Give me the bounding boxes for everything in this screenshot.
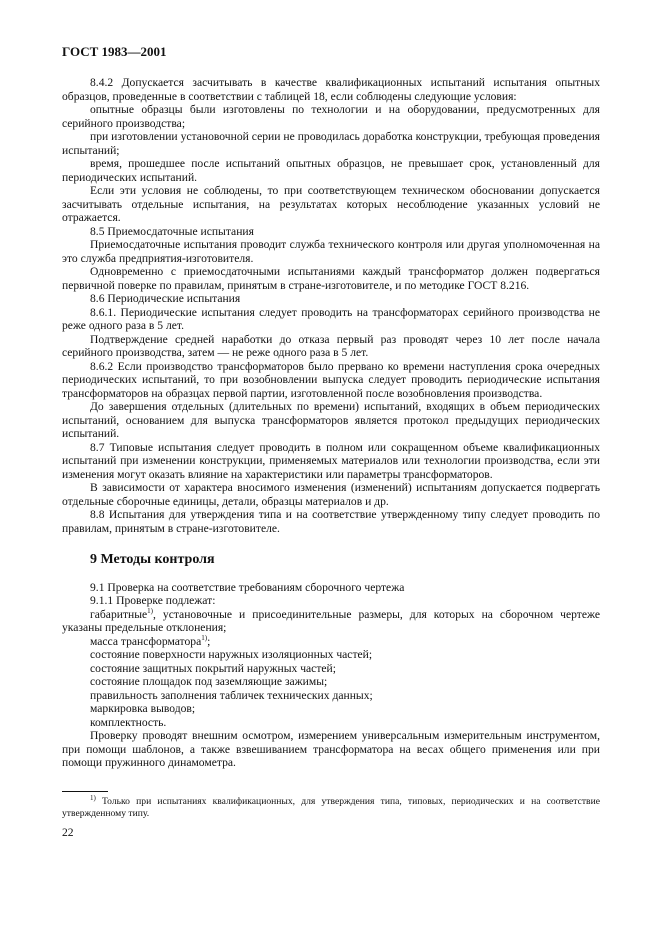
- paragraph: состояние площадок под заземляющие зажимы;: [90, 675, 328, 688]
- footnote-reference: 1): [201, 633, 208, 642]
- document-header: ГОСТ 1983—2001: [62, 44, 167, 59]
- paragraph: правильность заполнения табличек технических данных;: [90, 688, 373, 702]
- footnote-separator: [62, 791, 108, 792]
- paragraph: 8.6.2 Если производство трансформаторов было прервано ко времени наступления срока очередных периодических испытаний, то при возобновлении выпуска следует проводить периодические испытания трансформаторов на образцах первой партии, изготовленной после возобновления производства.: [62, 359, 600, 400]
- paragraph: 8.4.2 Допускается засчитывать в качестве квалификационных испытаний испытания опытных образцов, проведенные в соответствии с таблицей 18, если соблюдены следующие условия:: [62, 76, 600, 103]
- paragraph: маркировка выводов;: [90, 702, 196, 715]
- paragraph: время, прошедшее после испытаний опытных образцов, не превышает срок, установленный для периодических испытаний.: [62, 157, 600, 184]
- paragraph-text: габаритные: [90, 607, 148, 621]
- paragraph: До завершения отдельных (длительных по времени) испытаний, входящих в объем периодических испытаний, основанием для выпуска трансформаторов является протокол предыдущих периодических испытаний.: [62, 400, 600, 440]
- paragraph: [62, 608, 600, 635]
- paragraph: [62, 635, 600, 649]
- section-heading: 9 Методы контроля: [90, 552, 215, 567]
- section-8-paragraphs: [62, 76, 600, 535]
- paragraph: комплектность.: [90, 715, 167, 729]
- paragraph: 8.5 Приемосдаточные испытания: [90, 224, 254, 238]
- paragraph: Одновременно с приемосдаточными испытаниями каждый трансформатор должен подвергаться первичной поверке по правилам, принятым в стране-изготовителе, и по методике ГОСТ 8.216.: [62, 265, 600, 292]
- paragraph: В зависимости от характера вносимого изменения (изменений) испытаниям допускается подвергать отдельные сборочные единицы, детали, образцы материалов и др.: [62, 481, 600, 508]
- footnote-text: [62, 793, 600, 820]
- footnote: [62, 793, 600, 820]
- footnote-body: Только при испытаниях квалификационных, для утверждения типа, типовых, периодических и на соответствие утвержденному типу.: [62, 796, 600, 819]
- paragraph-text: масса трансформатора: [90, 634, 202, 648]
- paragraph: при изготовлении установочной серии не проводилась доработка конструкции, требующая проведения испытаний;: [62, 130, 600, 157]
- paragraph: 8.7 Типовые испытания следует проводить в полном или сокращенном объеме квалификационных испытаний при изменении конструкции, применяемых материалов или технологии производства, если эти изменения могут оказать влияние на характеристики или параметры трансформаторов.: [62, 440, 600, 481]
- footnote-reference: 1): [147, 606, 153, 615]
- page-body: [62, 76, 600, 770]
- paragraph-text: , установочные и присоединительные размеры, для которых на сборочном чертеже указаны предельные отклонения;: [62, 607, 600, 634]
- section-9-paragraphs: [62, 581, 600, 770]
- paragraph: 8.6.1. Периодические испытания следует проводить на трансформаторах серийного производства не реже одного раза в 5 лет.: [62, 305, 600, 332]
- page-number: 22: [62, 826, 74, 839]
- paragraph: состояние защитных покрытий наружных частей;: [90, 661, 336, 675]
- paragraph: 9.1 Проверка на соответствие требованиям сборочного чертежа: [90, 580, 405, 594]
- paragraph: 8.6 Периодические испытания: [90, 292, 241, 305]
- paragraph: Проверку проводят внешним осмотром, измерением универсальным измерительным инструментом, при помощи шаблонов, а также взвешиванием трансформатора на весах общего применения или при помощи пружинного динамометра.: [62, 729, 600, 769]
- footnote-marker: 1): [90, 793, 96, 802]
- paragraph: Если эти условия не соблюдены, то при соответствующем техническом обосновании допускается засчитывать отдельные испытания, на результатах которых несоблюдение указанных условий не отражается.: [62, 184, 600, 224]
- paragraph: Подтверждение средней наработки до отказа первый раз проводят через 10 лет после начала серийного производства, затем — не реже одного раза в 5 лет.: [62, 332, 600, 359]
- paragraph: Приемосдаточные испытания проводит служба технического контроля или другая уполномоченная на это служба предприятия-изготовителя.: [62, 238, 600, 265]
- paragraph: 9.1.1 Проверке подлежат:: [90, 594, 216, 607]
- paragraph: состояние поверхности наружных изоляционных частей;: [90, 648, 373, 661]
- paragraph-text: ;: [207, 634, 211, 648]
- paragraph: 8.8 Испытания для утверждения типа и на соответствие утвержденному типу следует проводить по правилам, принятым в стране-изготовителе.: [62, 508, 600, 535]
- paragraph: опытные образцы были изготовлены по технологии и на оборудовании, предусмотренных для серийного производства;: [62, 103, 600, 130]
